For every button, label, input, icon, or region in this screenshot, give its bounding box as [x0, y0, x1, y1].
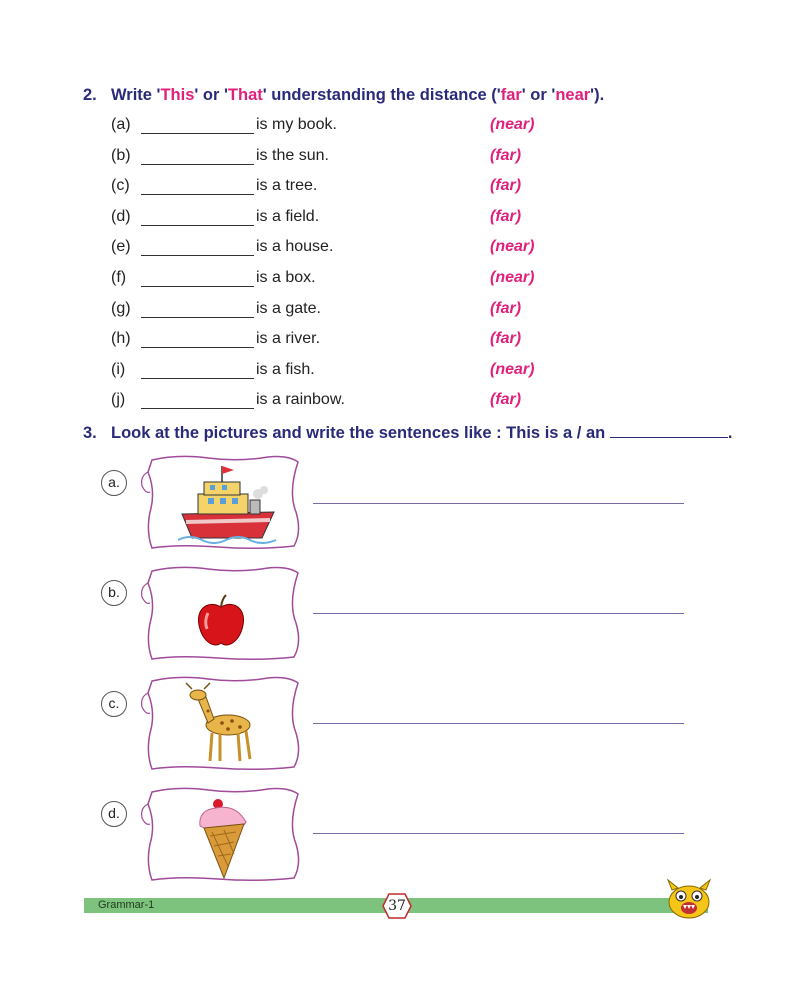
question-number: 2. [83, 86, 97, 104]
sentence-text: is a box. [256, 269, 316, 286]
fill-in-blank[interactable] [141, 269, 254, 287]
heading-text: ' understanding the distance (' [262, 86, 501, 104]
fill-in-blank[interactable] [141, 177, 254, 195]
row-label: (a) [111, 116, 131, 133]
fill-in-blank[interactable] [141, 238, 254, 256]
question-number: 3. [83, 424, 97, 442]
distance-hint: (far) [490, 299, 522, 317]
distance-hint: (far) [490, 207, 522, 225]
distance-hint: (near) [490, 116, 535, 133]
row-label: (c) [111, 177, 130, 195]
fill-in-blank[interactable] [141, 361, 254, 379]
heading-text: ' or ' [194, 86, 228, 104]
answer-line-b[interactable] [313, 613, 684, 614]
picture-frame-c [138, 673, 308, 773]
distance-hint: (far) [490, 330, 522, 348]
question-3-heading [83, 423, 732, 443]
deer-icon [182, 681, 262, 767]
fill-in-blank[interactable] [141, 208, 254, 226]
row-label: (j) [111, 391, 126, 409]
row-label: (f) [111, 269, 127, 286]
row-label: (d) [111, 207, 131, 225]
row-label: (e) [111, 238, 131, 256]
heading-text: ' or ' [521, 86, 556, 104]
heading-text: Look at the pictures and write the sentences like : This is a / an [111, 424, 606, 442]
apple-icon [196, 593, 246, 649]
heading-text: Write ' [111, 86, 161, 104]
picture-frame-b [138, 563, 308, 663]
sentence-text: is a gate. [256, 299, 321, 317]
picture-label-a: a. [101, 470, 127, 496]
fill-in-blank[interactable] [141, 300, 254, 318]
fill-in-blank[interactable] [141, 147, 254, 165]
sentence-text: is the sun. [256, 146, 329, 164]
sentence-text: is my book. [256, 116, 337, 133]
sentence-text: is a tree. [256, 177, 318, 195]
sentence-text: is a house. [256, 238, 334, 256]
sentence-text: is a river. [256, 330, 321, 348]
fill-in-blank[interactable] [141, 330, 254, 348]
distance-hint: (far) [490, 177, 522, 195]
answer-line-a[interactable] [313, 503, 684, 504]
picture-label-d: d. [101, 801, 127, 827]
keyword-far: far [500, 86, 522, 104]
picture-label-c: c. [101, 691, 127, 717]
picture-frame-a [138, 452, 308, 552]
page-number-badge [377, 890, 417, 922]
row-label: (g) [111, 299, 131, 317]
row-label: (i) [111, 360, 126, 378]
picture-label-b: b. [101, 580, 127, 606]
page-number: 37 [388, 898, 406, 914]
distance-hint: (far) [490, 146, 522, 164]
heading-text: '). [590, 86, 605, 104]
distance-hint: (near) [490, 238, 535, 256]
distance-hint: (near) [490, 360, 535, 378]
sentence-text: is a fish. [256, 360, 315, 378]
keyword-that: That [227, 86, 263, 104]
distance-hint: (near) [490, 269, 535, 286]
keyword-near: near [555, 86, 591, 104]
sentence-text: is a field. [256, 207, 320, 225]
fill-in-blank[interactable] [141, 116, 254, 134]
heading-end: . [727, 424, 733, 442]
keyword-this: This [160, 86, 195, 104]
picture-frame-d [138, 784, 308, 884]
question-2-heading [83, 86, 604, 105]
distance-hint: (far) [490, 391, 522, 409]
ship-icon [178, 464, 278, 544]
mascot-icon [664, 878, 714, 920]
row-label: (b) [111, 146, 131, 164]
fill-in-blank[interactable] [141, 391, 254, 409]
book-title: Grammar-1 [98, 899, 155, 911]
row-label: (h) [111, 330, 131, 348]
answer-line-d[interactable] [313, 833, 684, 834]
answer-line-c[interactable] [313, 723, 684, 724]
sentence-text: is a rainbow. [256, 391, 345, 409]
ice-cream-icon [196, 796, 250, 880]
example-blank [610, 423, 728, 438]
